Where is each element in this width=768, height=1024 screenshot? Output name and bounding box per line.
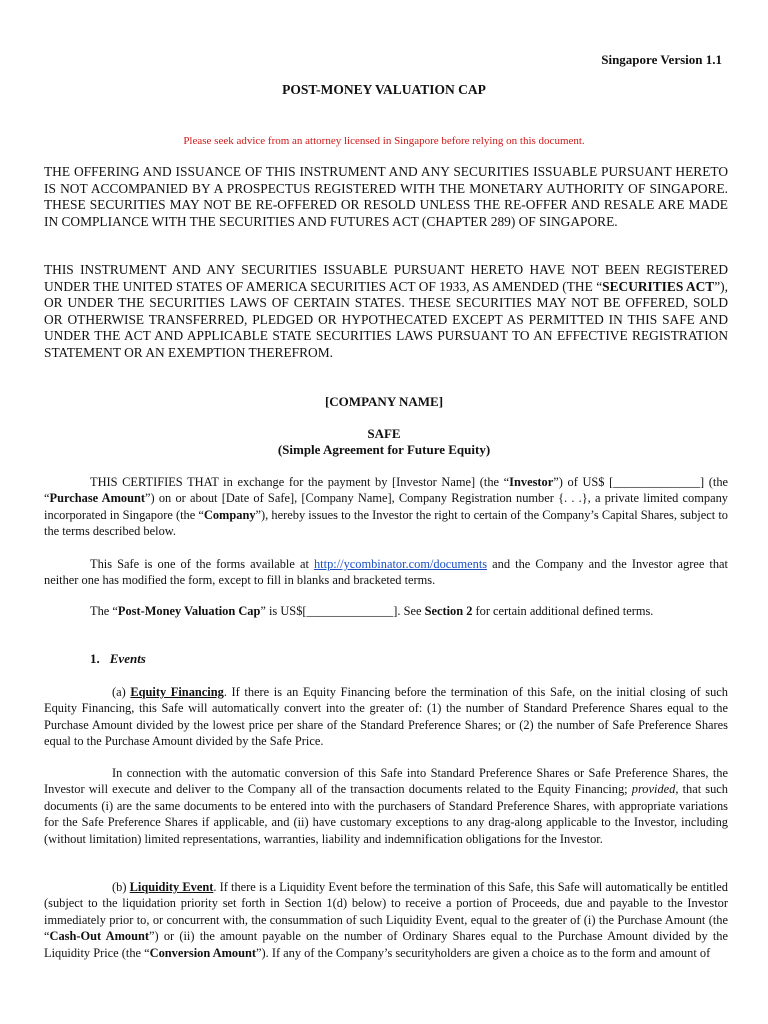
- equity-financing-text: [44, 684, 728, 750]
- text-run: . If there is a Liquidity Event before the termination of this Safe, this Safe will automatically be entitled (subject to the liquidation priority set forth in Section 1(d) below) to receive a portion of Proceeds, due and payable to the Investor immediately prior to, or concurrent with, the consummation of such Liquidity Event, equal to the greater of (i) the Purchase Amount (the “: [44, 880, 728, 944]
- company-name-placeholder: [COMPANY NAME]: [324, 394, 444, 409]
- valuation-cap-text: [44, 603, 728, 619]
- valuation-cap-paragraph: [44, 603, 728, 619]
- liquidity-event-text: [44, 879, 728, 961]
- text-run: The “: [90, 604, 118, 618]
- safe-heading: [0, 426, 768, 458]
- text-run: (a): [112, 685, 131, 699]
- section-number: 1.: [90, 651, 100, 666]
- legend-paragraph-2: [44, 262, 728, 361]
- legend-text-1: THE OFFERING AND ISSUANCE OF THIS INSTRUMENT AND ANY SECURITIES ISSUABLE PURSUANT HERETO IS NOT ACCOMPANIED BY A PROSPECTUS REGISTERED WITH THE MONETARY AUTHORITY OF SINGAPORE. THESE SECURITIES MAY NOT BE RE-OFFERED OR RESOLD UNLESS THE RE-OFFER AND RESALE ARE MADE IN COMPLIANCE WITH THE SECURITIES AND FUTURES ACT (CHAPTER 289) OF SINGAPORE.: [44, 164, 728, 229]
- text-run: ” is US$[______________]. See: [260, 604, 425, 618]
- equity-financing-paragraph: [44, 684, 728, 750]
- text-run: for certain additional defined terms.: [472, 604, 654, 618]
- text-run: ”). If any of the Company’s securityholders are given a choice as to the form and amount of: [256, 945, 711, 960]
- text-run: . If there is an Equity Financing before the termination of this Safe, on the initial closing of such Equity Financing, this Safe will automatically convert into the greater of: (1) the number of Standard Preference Shares equal to the Purchase Amount divided by the lowest price per share of the Standard Preference Shares; or (2) the number of Safe Preference Shares equal to the Purchase Amount divided by the Safe Price.: [44, 685, 728, 749]
- conversion-amount-term: Conversion Amount: [149, 945, 257, 960]
- legend-text-2a: THIS INSTRUMENT AND ANY SECURITIES ISSUABLE PURSUANT HERETO HAVE NOT BEEN REGISTERED UNDER THE UNITED STATES OF AMERICA SECURITIES ACT OF 1933, AS AMENDED (THE “: [44, 262, 728, 294]
- ycombinator-documents-link[interactable]: http://ycombinator.com/documents: [313, 557, 488, 571]
- valuation-cap-term: Post-Money Valuation Cap: [117, 604, 261, 618]
- securities-act-term: SECURITIES ACT: [602, 278, 715, 294]
- text-run: ”) or (ii) the amount payable on the number of Ordinary Shares equal to the Purchase Amount divided by the Liquidity Price (the “: [44, 929, 728, 960]
- liquidity-event-term: Liquidity Event: [129, 880, 214, 894]
- company-term: Company: [203, 507, 256, 522]
- legend-text-2: [44, 262, 728, 361]
- text-run: that such documents (i) are the same documents to be entered into with the purchasers of Standard Preference Shares, with appropriate variations for the Safe Preference Shares if applicable, and (ii) have customary exceptions to any drag-along applicable to the Investor, including (without limitation) limited representations, warranties, liability and indemnification obligations for the Investor.: [44, 782, 728, 846]
- section-name: Events: [109, 651, 146, 666]
- forms-paragraph: [44, 556, 728, 589]
- liquidity-event-paragraph: [44, 879, 728, 961]
- investor-term: Investor: [509, 475, 554, 489]
- text-run: THIS CERTIFIES THAT in exchange for the payment by [Investor Name] (the “: [90, 475, 510, 489]
- text-run: ”) of US$ [______________] (the “: [44, 475, 729, 506]
- safe-title: SAFE: [367, 426, 401, 441]
- text-run: and the Company and the Investor agree that neither one has modified the form, except to fill in blanks and bracketed terms.: [44, 557, 728, 588]
- text-run: ”), hereby issues to the Investor the right to certain of the Company’s Capital Shares, subject to the terms described below.: [44, 507, 728, 539]
- advice-notice: Please seek advice from an attorney licensed in Singapore before relying on this document.: [183, 135, 585, 147]
- cash-out-amount-term: Cash-Out Amount: [49, 929, 150, 944]
- text-run: ”) on or about [Date of Safe], [Company Name], Company Registration number {. . .}, a private limited company incorporated in Singapore (the “: [44, 491, 728, 522]
- section-1-heading: [90, 651, 146, 667]
- forms-text: [44, 556, 728, 589]
- section-2-reference: Section 2: [424, 604, 473, 618]
- certification-paragraph: [44, 474, 728, 540]
- legend-paragraph-1: [44, 164, 728, 230]
- text-run: This Safe is one of the forms available at: [90, 557, 314, 571]
- provided-term: provided,: [631, 782, 679, 797]
- document-title: POST-MONEY VALUATION CAP: [282, 82, 486, 97]
- conversion-text: [44, 765, 728, 847]
- text-run: (b): [112, 880, 130, 894]
- text-run: In connection with the automatic conversion of this Safe into Standard Preference Shares or Safe Preference Shares, the Investor will execute and deliver to the Company all of the transaction documents related to the Equity Financing;: [44, 766, 728, 797]
- conversion-paragraph: [44, 765, 728, 847]
- legend-text-2c: ”), OR UNDER THE SECURITIES LAWS OF CERTAIN STATES. THESE SECURITIES MAY NOT BE OFFERED, SOLD OR OTHERWISE TRANSFERRED, PLEDGED OR HYPOTHECATED EXCEPT AS PERMITTED IN THIS SAFE AND UNDER THE ACT AND APPLICABLE STATE SECURITIES LAWS PURSUANT TO AN EFFECTIVE REGISTRATION STATEMENT OR AN EXEMPTION THEREFROM.: [44, 278, 728, 360]
- safe-subtitle: (Simple Agreement for Future Equity): [277, 442, 491, 457]
- equity-financing-term: Equity Financing: [130, 685, 224, 699]
- purchase-amount-term: Purchase Amount: [49, 491, 146, 506]
- version-label: Singapore Version 1.1: [601, 52, 722, 67]
- certification-text: [44, 474, 728, 540]
